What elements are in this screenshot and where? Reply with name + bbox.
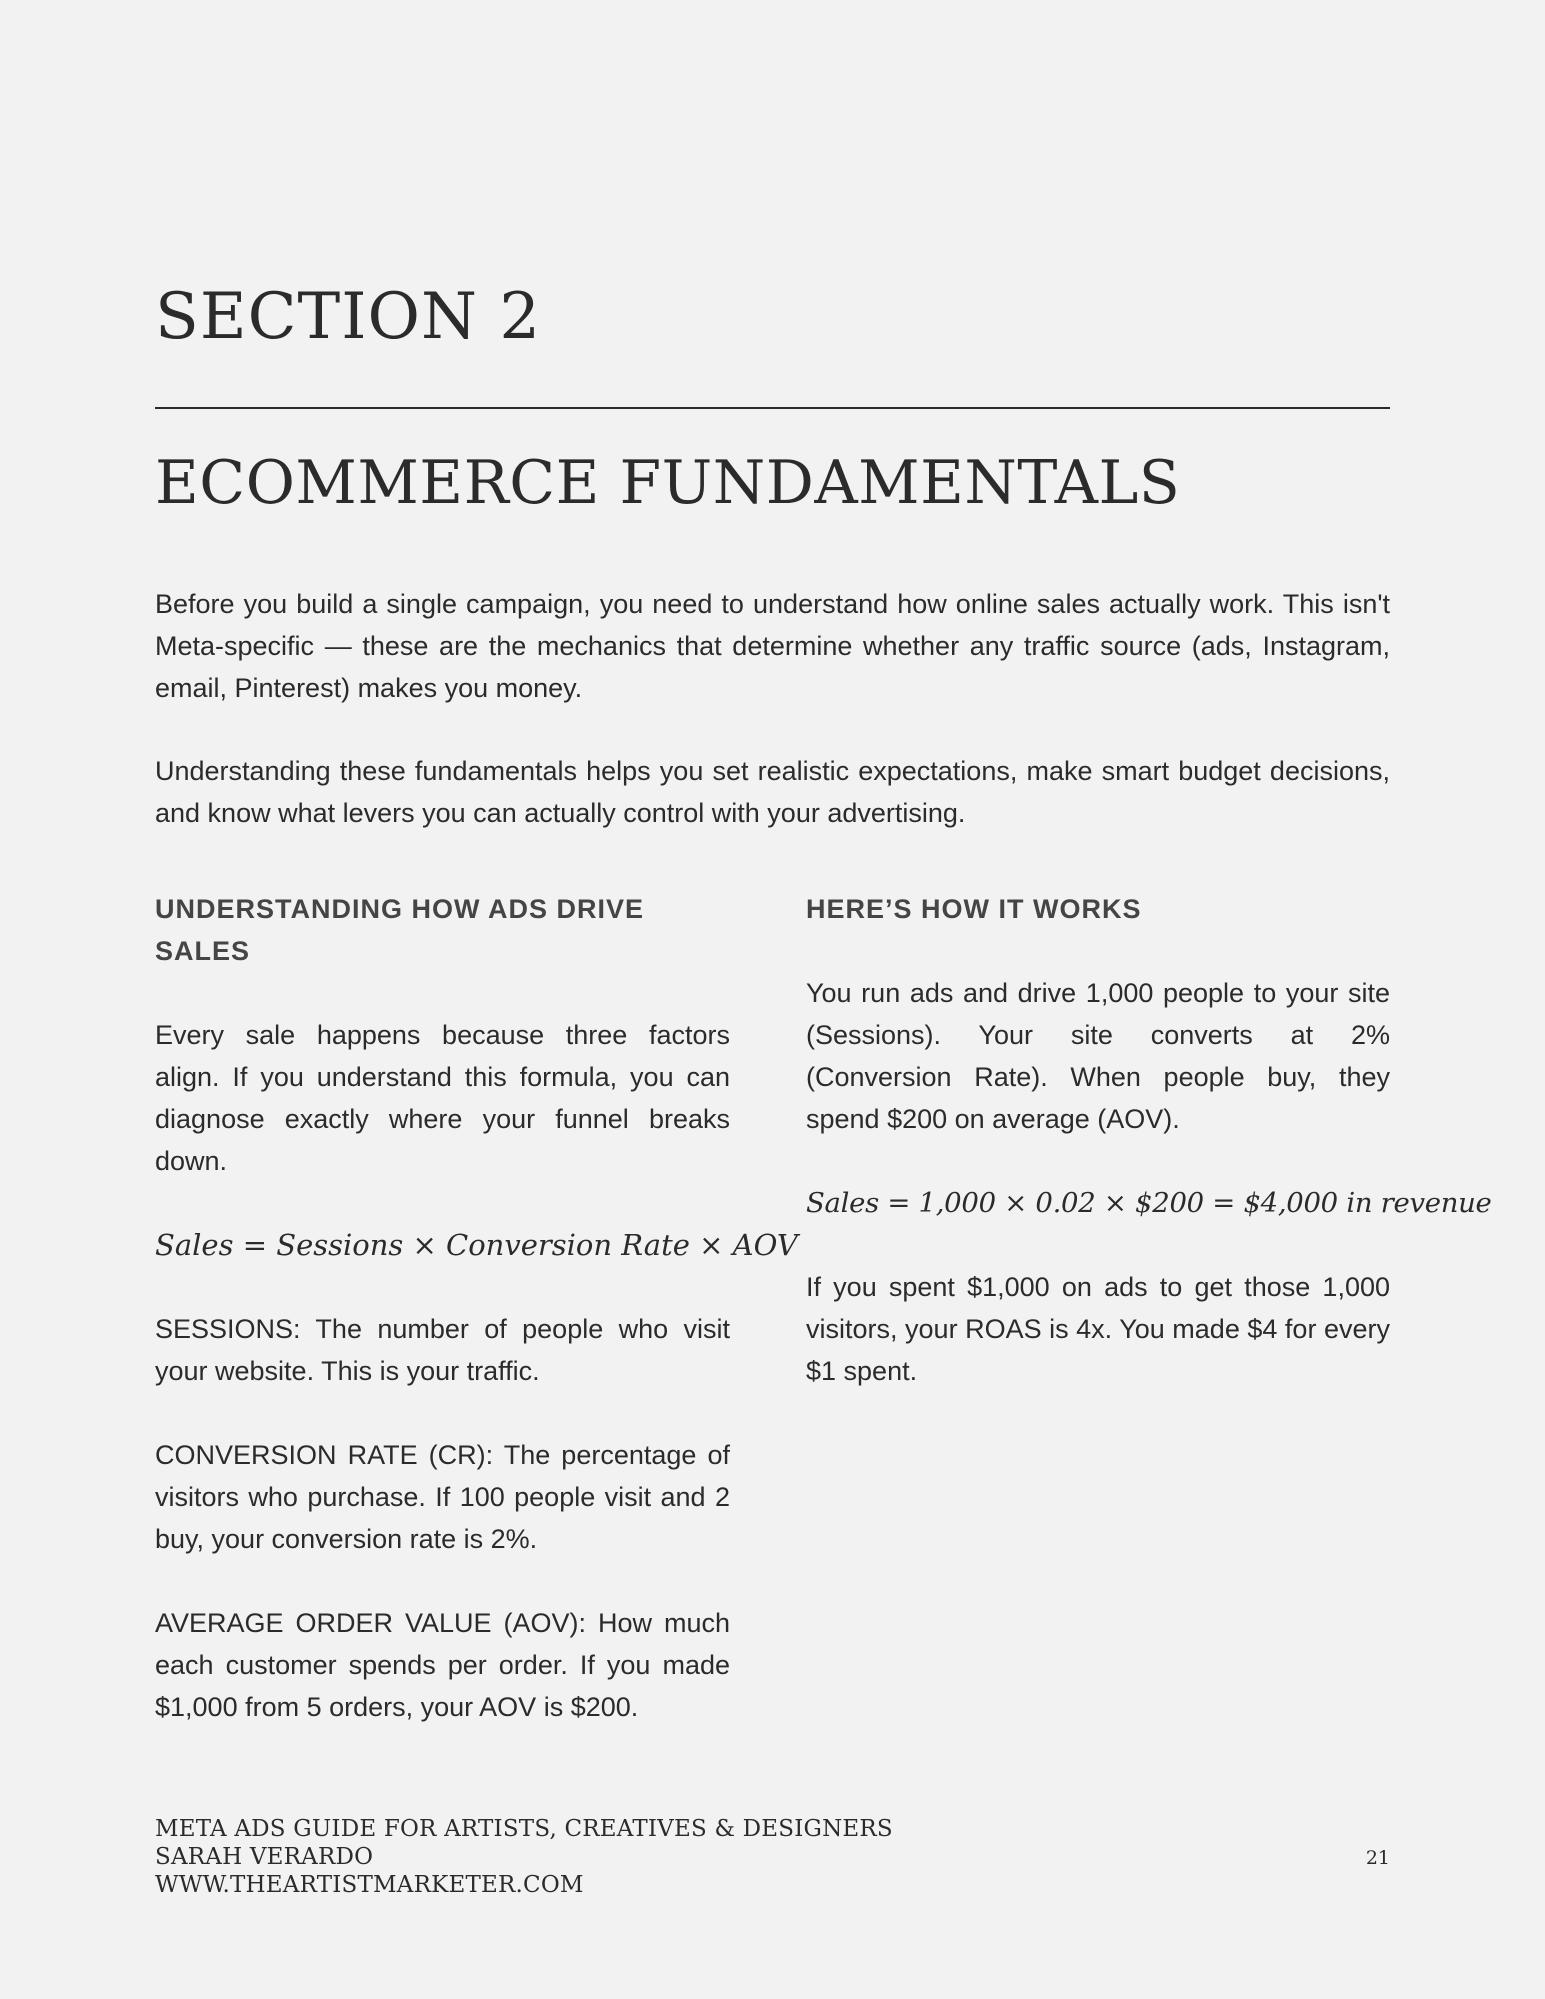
sales-formula: Sales = Sessions × Conversion Rate × AOV: [155, 1228, 798, 1262]
section-label: SECTION 2: [155, 280, 542, 354]
intro-paragraph-2: Understanding these fundamentals helps you set realistic expectations, make smart budget decisions, and know what levers you can actually control with your advertising.: [155, 756, 1390, 828]
left-column-heading: UNDERSTANDING HOW ADS DRIVE SALES: [155, 894, 645, 966]
page-footer: [155, 1815, 893, 1899]
footer-website: WWW.THEARTISTMARKETER.COM: [155, 1872, 584, 1898]
right-column-paragraph-2: If you spent $1,000 on ads to get those 1,000 visitors, your ROAS is 4x. You made $4 for every $1 spent.: [806, 1272, 1390, 1386]
intro-paragraph-1: Before you build a single campaign, you need to understand how online sales actually work. This isn't Meta-specific — these are the mechanics that determine whether any traffic source (ads, Instagram, email, Pinterest) makes you money.: [155, 589, 1390, 703]
definition-aov: AVERAGE ORDER VALUE (AOV): How much each customer spends per order. If you made $1,000 from 5 orders, your AOV is $200.: [155, 1608, 730, 1722]
example-formula: Sales = 1,000 × 0.02 × $200 = $4,000 in revenue: [806, 1187, 1492, 1219]
document-page: [155, 0, 1492, 1999]
left-column-paragraph: Every sale happens because three factors align. If you understand this formula, you can diagnose exactly where your funnel breaks down.: [155, 1020, 730, 1176]
definition-sessions: SESSIONS: The number of people who visit your website. This is your traffic.: [155, 1314, 730, 1386]
section-divider: [155, 407, 1390, 409]
page-number: 21: [1365, 1847, 1390, 1869]
definition-conversion-rate: CONVERSION RATE (CR): The percentage of visitors who purchase. If 100 people visit and 2 buy, your conversion rate is 2%.: [155, 1440, 730, 1554]
footer-guide-title: META ADS GUIDE FOR ARTISTS, CREATIVES & DESIGNERS: [155, 1816, 893, 1842]
right-column-heading: HERE’S HOW IT WORKS: [806, 894, 1142, 924]
footer-author: SARAH VERARDO: [155, 1844, 374, 1870]
right-column: [806, 888, 1492, 1392]
section-title: ECOMMERCE FUNDAMENTALS: [155, 448, 1181, 518]
right-column-paragraph-1: You run ads and drive 1,000 people to your site (Sessions). Your site converts at 2% (Conversion Rate). When people buy, they spend $200 on average (AOV).: [806, 978, 1390, 1134]
left-column: [155, 888, 798, 1728]
